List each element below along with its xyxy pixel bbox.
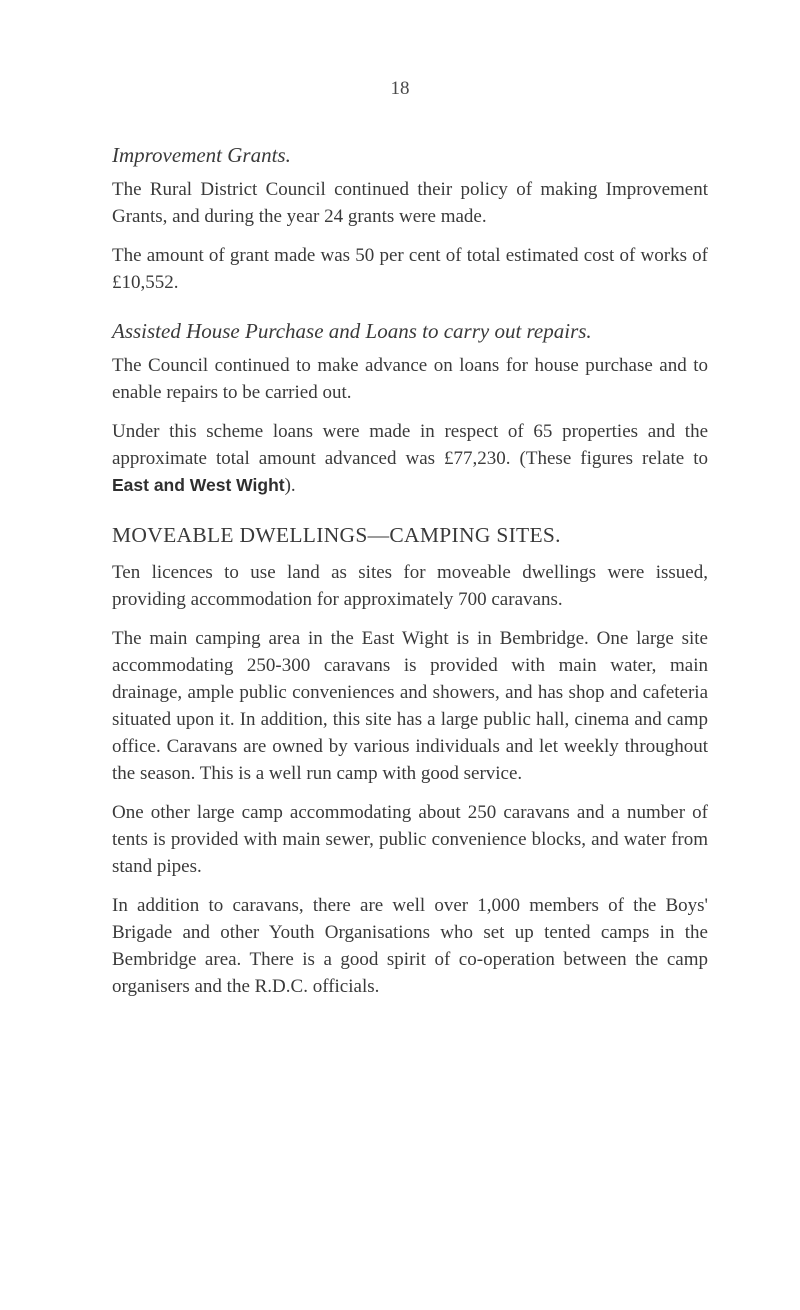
- paragraph: [112, 418, 708, 499]
- paragraph-text: ).: [284, 475, 296, 496]
- paragraph: The Council continued to make advance on loans for house purchase and to enable repairs to be carried out.: [112, 355, 708, 403]
- section-heading-assisted-house-purchase: Assisted House Purchase and Loans to carry out repairs.: [112, 319, 592, 343]
- section-heading-moveable-dwellings: MOVEABLE DWELLINGS—CAMPING SITES.: [112, 523, 561, 547]
- paragraph: Ten licences to use land as sites for moveable dwellings were issued, providing accommodation for approximately 700 caravans.: [112, 562, 708, 610]
- paragraph: The Rural District Council continued their policy of making Improvement Grants, and during the year 24 grants were made.: [112, 179, 708, 227]
- section-heading-improvement-grants: Improvement Grants.: [112, 143, 291, 167]
- section-improvement-grants: [112, 142, 708, 296]
- section-assisted-house-purchase: [112, 318, 708, 499]
- bold-region-name: East and West Wight: [112, 475, 285, 495]
- section-moveable-dwellings: [112, 521, 708, 1000]
- paragraph: The main camping area in the East Wight is in Bembridge. One large site accommodating 250-300 caravans is provided with main water, main drainage, ample public conveniences and showers, and has shop and cafeteria situated upon it. In addition, this site has a large public hall, cinema and camp office. Caravans are owned by various individuals and let weekly throughout the season. This is a well run camp with good service.: [112, 628, 708, 784]
- paragraph: In addition to caravans, there are well over 1,000 members of the Boys' Brigade and other Youth Organisations who set up tented camps in the Bembridge area. There is a good spirit of co-operation between the camp organisers and the R.D.C. officials.: [112, 895, 708, 997]
- paragraph: The amount of grant made was 50 per cent of total estimated cost of works of £10,552.: [112, 245, 708, 293]
- page-number: 18: [390, 78, 410, 99]
- paragraph-text: Under this scheme loans were made in respect of 65 properties and the approximate total amount advanced was £77,230. (These figures relate to: [112, 421, 708, 469]
- page-content: [112, 142, 708, 1012]
- paragraph: One other large camp accommodating about 250 caravans and a number of tents is provided with main sewer, public convenience blocks, and water from stand pipes.: [112, 802, 708, 877]
